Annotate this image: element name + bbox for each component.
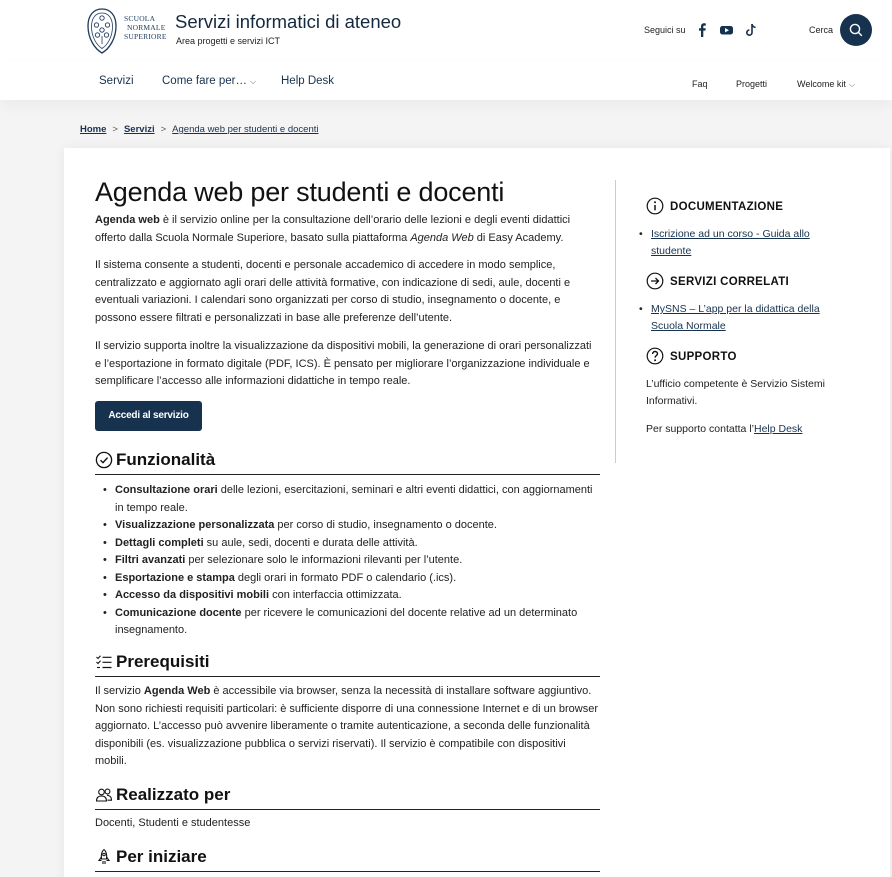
- breadcrumb: [80, 124, 318, 135]
- intro-italic: Agenda Web: [410, 231, 474, 244]
- sidebar-title: SERVIZI CORRELATI: [670, 276, 790, 288]
- feature-name: Accesso da dispositivi mobili: [115, 589, 270, 601]
- logo-line: SUPERIORE: [124, 32, 167, 41]
- section-prerequisiti-header: [95, 651, 600, 677]
- target-audience: Docenti, Studenti e studentesse: [95, 817, 251, 829]
- nav-label: Welcome kit: [797, 79, 846, 89]
- feature-text: per selezionare solo le informazioni rilevanti per l’utente.: [185, 554, 463, 566]
- search-label: Cerca: [809, 25, 834, 35]
- support-contact-prefix: Per supporto contatta l’: [646, 423, 754, 435]
- prerequisites-paragraph: [95, 683, 600, 771]
- sidebar-documentazione-header: [646, 197, 866, 217]
- search-icon: [848, 22, 864, 38]
- list-item: [115, 570, 600, 588]
- feature-text: degli orari in formato PDF o calendario (.ics).: [234, 571, 457, 584]
- check-circle-icon: [95, 451, 113, 469]
- prereq-text: è accessibile via browser, senza la necessità di installare software aggiuntivo. Non sono richiesti requisiti particolari: è sufficiente disporre di una connessione Internet e di un browser aggiornato. L’accesso può avvenire liberamente o tramite autenticazione, a seconda delle funzionalità disponibili (es. visualizzazione pubblica o servizi riservati). Il servizio è compatibile con dispositivi mobili.: [95, 685, 599, 767]
- section-title: Funzionalità: [116, 450, 216, 469]
- sns-crest-logo[interactable]: [84, 6, 120, 56]
- site-title[interactable]: Servizi informatici di ateneo: [175, 11, 402, 32]
- tiktok-icon[interactable]: [744, 22, 758, 38]
- chevron-down-icon: ⌵: [250, 77, 257, 86]
- rocket-icon: [95, 848, 113, 866]
- feature-name: Visualizzazione personalizzata: [115, 519, 275, 531]
- nav-item-progetti[interactable]: Progetti: [736, 79, 768, 89]
- help-desk-link[interactable]: Help Desk: [753, 423, 803, 435]
- prereq-bold: Agenda Web: [143, 685, 211, 697]
- intro-paragraph: [95, 212, 600, 247]
- list-item: [115, 605, 600, 640]
- feature-text: per ricevere le comunicazioni del docente relative ad un determinato insegnamento.: [115, 606, 578, 636]
- page-title: Agenda web per studenti e docenti: [95, 177, 505, 207]
- features-list: [115, 482, 600, 640]
- breadcrumb-separator: >: [160, 124, 167, 135]
- feature-text: su aule, sedi, docenti e durata delle attività.: [203, 536, 418, 549]
- users-icon: [95, 786, 113, 804]
- breadcrumb-separator: >: [112, 124, 118, 135]
- support-office-text: L’ufficio competente è Servizio Sistemi Informativi.: [646, 378, 825, 407]
- search-button[interactable]: [840, 14, 872, 46]
- checklist-icon: [95, 653, 113, 671]
- description-paragraph: Il sistema consente a studenti, docenti e personale accademico di accedere in modo semplice, centralizzato e aggiornato agli orari delle attività formative, con indicazione di sedi, aule, docenti e eventuali variazioni. I calendari sono organizzati per corso di studio, insegnamento o docente, e possono essere filtrati e personalizzati in base alle preferenze dell’utente.: [95, 259, 571, 324]
- nav-label: Come fare per…: [162, 75, 248, 87]
- feature-name: Comunicazione docente: [115, 606, 242, 619]
- support-contact-text: [646, 421, 856, 438]
- intro-text: è il servizio online per la consultazione dell’orario delle lezioni e degli eventi didattici offerto dalla Scuola Normale Superiore, basato sulla piattaforma: [95, 214, 571, 244]
- sidebar-title: SUPPORTO: [670, 351, 737, 363]
- breadcrumb-servizi[interactable]: Servizi: [123, 124, 155, 135]
- feature-text: con interfaccia ottimizzata.: [269, 589, 402, 601]
- section-title: Per iniziare: [116, 847, 207, 866]
- breadcrumb-home[interactable]: Home: [80, 124, 107, 135]
- site-subtitle: Area progetti e servizi ICT: [176, 36, 281, 46]
- mobile-paragraph: Il servizio supporta inoltre la visualizzazione da dispositivi mobili, la generazione di orari personalizzati e l’esportazione in formato digitale (PDF, ICS). È pensato per migliorare l’organizzazione individuale e semplificare l’accesso alle informazioni didattiche in tempo reale.: [95, 340, 592, 387]
- section-title: Prerequisiti: [116, 652, 210, 671]
- breadcrumb-current[interactable]: Agenda web per studenti e docenti: [172, 124, 319, 135]
- youtube-icon[interactable]: [719, 22, 734, 38]
- feature-name: Dettagli completi: [115, 536, 204, 549]
- nav-item-help-desk[interactable]: Help Desk: [281, 75, 335, 87]
- nav-item-faq[interactable]: Faq: [692, 79, 708, 89]
- section-iniziare-header: [95, 846, 600, 872]
- nav-item-come-fare-per[interactable]: [162, 75, 256, 87]
- link-mysns-app[interactable]: • MySNS – L’app per la didattica della Scuola Normale: [651, 301, 851, 334]
- section-funzionalita-header: [95, 449, 600, 475]
- section-title: Realizzato per: [116, 785, 231, 804]
- sidebar-correlati-header: [646, 272, 866, 292]
- nav-item-welcome-kit[interactable]: [797, 79, 855, 90]
- feature-text: delle lezioni, esercitazioni, seminari e altri eventi didattici, con aggiornamenti in tempo reale.: [115, 484, 593, 514]
- info-icon: [646, 197, 664, 215]
- help-circle-icon: [646, 347, 664, 365]
- feature-name: Esportazione e stampa: [115, 571, 235, 584]
- logo-wordmark[interactable]: [124, 14, 167, 41]
- logo-line: SCUOLA: [124, 14, 156, 23]
- list-item: [115, 587, 600, 605]
- prereq-text: Il servizio: [95, 685, 144, 697]
- nav-item-servizi[interactable]: Servizi: [99, 75, 134, 87]
- feature-name: Consultazione orari: [115, 484, 218, 496]
- feature-name: Filtri avanzati: [115, 554, 186, 566]
- sidebar-title: DOCUMENTAZIONE: [670, 201, 784, 213]
- follow-label: Seguici su: [644, 25, 686, 35]
- logo-line: NORMALE: [127, 23, 166, 32]
- section-realizzato-header: [95, 784, 600, 810]
- sidebar-supporto-header: [646, 347, 866, 367]
- feature-text: per corso di studio, insegnamento o docente.: [274, 519, 497, 531]
- intro-bold: Agenda web: [95, 214, 160, 226]
- intro-text: di Easy Academy.: [473, 231, 564, 244]
- access-service-button[interactable]: Accedi al servizio: [95, 401, 202, 431]
- list-item: [115, 552, 600, 570]
- facebook-icon[interactable]: [695, 22, 709, 38]
- column-divider: [615, 180, 616, 463]
- list-item: [115, 535, 600, 553]
- arrow-circle-right-icon: [646, 272, 664, 290]
- chevron-down-icon: ⌵: [848, 80, 855, 89]
- list-item: [115, 517, 600, 535]
- link-guida-iscrizione-corso[interactable]: • Iscrizione ad un corso - Guida allo studente: [651, 226, 851, 259]
- list-item: [115, 482, 600, 517]
